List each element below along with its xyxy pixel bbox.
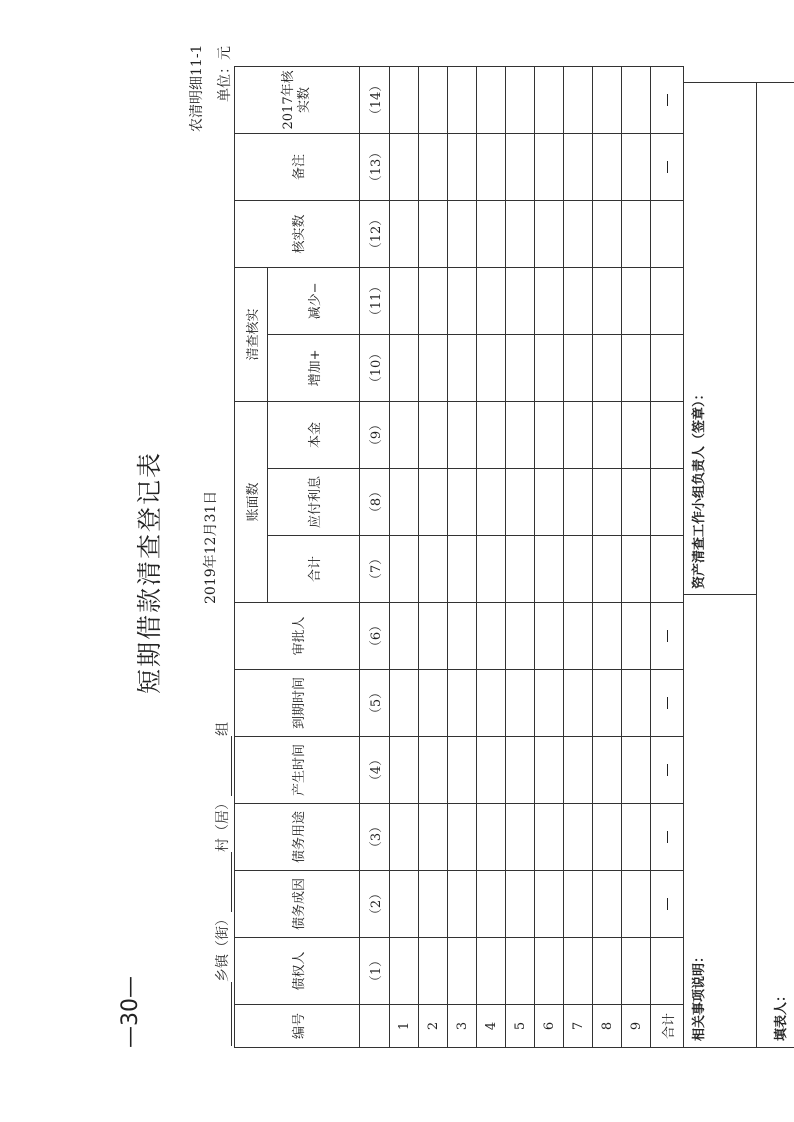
row-id: 9 [622, 1005, 651, 1048]
table-cell[interactable] [390, 670, 419, 737]
group-label: 组 [215, 722, 231, 736]
table-cell[interactable] [390, 737, 419, 804]
table-cell[interactable] [448, 737, 477, 804]
table-cell[interactable] [419, 871, 448, 938]
table-cell[interactable] [448, 133, 477, 200]
table-cell[interactable] [506, 133, 535, 200]
table-cell[interactable] [390, 200, 419, 267]
total-cell[interactable] [651, 603, 684, 670]
town-label: 乡镇（街） [215, 912, 231, 982]
table-cell[interactable] [419, 133, 448, 200]
table-cell[interactable] [419, 603, 448, 670]
header-remark: 备注 [235, 133, 360, 200]
table-cell[interactable] [622, 670, 651, 737]
column-number: （11） [360, 267, 390, 334]
table-cell[interactable] [564, 200, 593, 267]
column-number: （7） [360, 536, 390, 603]
table-row [448, 66, 477, 1047]
table-cell[interactable] [448, 670, 477, 737]
table-row [564, 66, 593, 1047]
total-row [651, 66, 684, 1047]
table-cell[interactable] [390, 603, 419, 670]
table-cell[interactable] [477, 871, 506, 938]
total-cell[interactable] [651, 133, 684, 200]
table-cell[interactable] [506, 267, 535, 334]
table-cell[interactable] [448, 66, 477, 133]
table-row [477, 66, 506, 1047]
table-cell[interactable] [390, 133, 419, 200]
table-cell[interactable] [622, 804, 651, 871]
table-cell[interactable] [506, 871, 535, 938]
table-cell[interactable] [593, 871, 622, 938]
table-cell[interactable] [419, 401, 448, 468]
table-cell[interactable] [506, 603, 535, 670]
header-check: 清查核实 [235, 267, 268, 401]
table-cell[interactable] [390, 267, 419, 334]
row-id: 5 [506, 1005, 535, 1048]
table-cell[interactable] [448, 603, 477, 670]
total-cell[interactable] [651, 737, 684, 804]
table-cell[interactable] [419, 66, 448, 133]
dash-mark [667, 161, 668, 173]
table-cell[interactable] [622, 469, 651, 536]
column-number: （14） [360, 66, 390, 133]
table-cell[interactable] [622, 133, 651, 200]
table-cell[interactable] [419, 469, 448, 536]
total-cell[interactable] [651, 871, 684, 938]
table-row [593, 66, 622, 1047]
column-number: （5） [360, 670, 390, 737]
table-cell[interactable] [535, 536, 564, 603]
header-book: 账面数 [235, 401, 268, 602]
table-cell[interactable] [448, 938, 477, 1005]
header-check-dec: 减少− [268, 267, 360, 334]
table-cell[interactable] [506, 334, 535, 401]
table-cell[interactable] [622, 200, 651, 267]
header-check-inc: 增加+ [268, 334, 360, 401]
header-due: 到期时间 [235, 670, 360, 737]
table-cell[interactable] [419, 938, 448, 1005]
table-cell[interactable] [564, 603, 593, 670]
header-2017: 2017年核实数 [235, 66, 360, 133]
table-cell[interactable] [622, 536, 651, 603]
table-cell[interactable] [506, 200, 535, 267]
table-cell[interactable] [535, 670, 564, 737]
table-cell[interactable] [390, 804, 419, 871]
table-cell[interactable] [477, 401, 506, 468]
table-cell[interactable] [506, 536, 535, 603]
table-cell[interactable] [535, 66, 564, 133]
header-cause: 债务成因 [235, 871, 360, 938]
table-cell[interactable] [506, 938, 535, 1005]
table-cell[interactable] [506, 66, 535, 133]
table-cell[interactable] [448, 334, 477, 401]
table-cell[interactable] [622, 267, 651, 334]
table-cell[interactable] [622, 603, 651, 670]
dash-mark [667, 764, 668, 776]
form-number: 农清明细11-1 [189, 44, 205, 132]
village-label: 村（居） [215, 796, 231, 852]
table-cell[interactable] [593, 133, 622, 200]
table-cell[interactable] [593, 469, 622, 536]
total-cell[interactable] [651, 200, 684, 267]
table-row [390, 66, 419, 1047]
table-cell[interactable] [419, 670, 448, 737]
table-cell[interactable] [506, 737, 535, 804]
table-cell[interactable] [564, 804, 593, 871]
table-cell[interactable] [564, 670, 593, 737]
table-cell[interactable] [535, 871, 564, 938]
table-cell[interactable] [390, 871, 419, 938]
table-row [535, 66, 564, 1047]
table-cell[interactable] [535, 133, 564, 200]
form-date: 2019年12月31日 [203, 490, 219, 604]
header-book-principal: 本金 [268, 401, 360, 468]
table-cell[interactable] [564, 66, 593, 133]
table-cell[interactable] [477, 804, 506, 871]
table-cell[interactable] [448, 469, 477, 536]
table-cell[interactable] [477, 536, 506, 603]
town-blank[interactable] [217, 982, 232, 1046]
table-cell[interactable] [593, 66, 622, 133]
table-cell[interactable] [390, 66, 419, 133]
table-cell[interactable] [448, 871, 477, 938]
total-cell[interactable] [651, 66, 684, 133]
column-number: （8） [360, 469, 390, 536]
village-blank[interactable] [217, 852, 232, 912]
table-cell[interactable] [448, 267, 477, 334]
table-cell[interactable] [390, 469, 419, 536]
table-cell[interactable] [535, 938, 564, 1005]
page-number: —30— [118, 976, 143, 1048]
colnum-blank [360, 1005, 390, 1048]
header-purpose: 债务用途 [235, 804, 360, 871]
dash-mark [667, 94, 668, 106]
total-cell[interactable] [651, 804, 684, 871]
column-number: （1） [360, 938, 390, 1005]
table-cell[interactable] [506, 401, 535, 468]
table-cell[interactable] [535, 401, 564, 468]
table-cell[interactable] [564, 536, 593, 603]
column-number: （6） [360, 603, 390, 670]
header-id: 编号 [235, 1005, 360, 1048]
form-footer [684, 82, 794, 1048]
table-cell[interactable] [535, 804, 564, 871]
row-id: 7 [564, 1005, 593, 1048]
header-book-total: 合计 [268, 536, 360, 603]
row-id: 3 [448, 1005, 477, 1048]
table-cell[interactable] [535, 737, 564, 804]
row-id: 2 [419, 1005, 448, 1048]
form-title: 短期借款清查登记表 [135, 450, 164, 694]
table-cell[interactable] [593, 804, 622, 871]
table-cell[interactable] [593, 603, 622, 670]
table-cell[interactable] [593, 267, 622, 334]
table-cell[interactable] [419, 267, 448, 334]
table-row [506, 66, 535, 1047]
table-cell[interactable] [419, 737, 448, 804]
column-number: （13） [360, 133, 390, 200]
table-cell[interactable] [564, 469, 593, 536]
table-cell[interactable] [448, 804, 477, 871]
total-cell[interactable] [651, 334, 684, 401]
table-cell[interactable] [419, 804, 448, 871]
header-approver: 审批人 [235, 603, 360, 670]
dash-mark [667, 630, 668, 642]
table-cell[interactable] [390, 334, 419, 401]
table-cell[interactable] [593, 536, 622, 603]
table-cell[interactable] [506, 670, 535, 737]
total-cell[interactable] [651, 267, 684, 334]
table-cell[interactable] [477, 66, 506, 133]
table-cell[interactable] [477, 737, 506, 804]
table-cell[interactable] [593, 737, 622, 804]
table-cell[interactable] [593, 401, 622, 468]
table-cell[interactable] [535, 200, 564, 267]
location-line [212, 722, 232, 1046]
dash-mark [667, 697, 668, 709]
total-cell[interactable] [651, 469, 684, 536]
table-cell[interactable] [506, 469, 535, 536]
filler-label: 填表人： [774, 988, 789, 1041]
table-cell[interactable] [535, 469, 564, 536]
header-verified: 核实数 [235, 200, 360, 267]
column-number: （4） [360, 737, 390, 804]
table-cell[interactable] [622, 401, 651, 468]
table-cell[interactable] [390, 401, 419, 468]
total-label: 合计 [651, 1005, 684, 1048]
table-cell[interactable] [477, 133, 506, 200]
table-cell[interactable] [564, 938, 593, 1005]
table-cell[interactable] [419, 200, 448, 267]
table-cell[interactable] [593, 938, 622, 1005]
table-cell[interactable] [448, 401, 477, 468]
table-cell[interactable] [390, 938, 419, 1005]
column-number: （10） [360, 334, 390, 401]
table-cell[interactable] [477, 200, 506, 267]
table-cell[interactable] [622, 737, 651, 804]
header-book-interest: 应付利息 [268, 469, 360, 536]
row-id: 8 [593, 1005, 622, 1048]
table-cell[interactable] [622, 66, 651, 133]
table-cell[interactable] [564, 267, 593, 334]
table-cell[interactable] [593, 334, 622, 401]
table-cell[interactable] [564, 401, 593, 468]
table-cell[interactable] [477, 334, 506, 401]
table-cell[interactable] [448, 536, 477, 603]
table-cell[interactable] [477, 603, 506, 670]
table-cell[interactable] [535, 267, 564, 334]
column-number: （3） [360, 804, 390, 871]
column-number: （2） [360, 871, 390, 938]
unit-label: 单位：元 [217, 46, 233, 102]
total-cell[interactable] [651, 670, 684, 737]
table-row [622, 66, 651, 1047]
table-cell[interactable] [535, 334, 564, 401]
header-creditor: 债权人 [235, 938, 360, 1005]
column-number: （9） [360, 401, 390, 468]
total-cell[interactable] [651, 401, 684, 468]
row-id: 1 [390, 1005, 419, 1048]
table-row [419, 66, 448, 1047]
table-cell[interactable] [564, 737, 593, 804]
table-cell[interactable] [390, 536, 419, 603]
dash-mark [667, 898, 668, 910]
table-cell[interactable] [622, 871, 651, 938]
table-cell[interactable] [564, 871, 593, 938]
table-cell[interactable] [419, 536, 448, 603]
column-number: （12） [360, 200, 390, 267]
leader-signature-label: 资产清查工作小组负责人（签章）： [692, 387, 707, 589]
table-cell[interactable] [593, 200, 622, 267]
table-cell[interactable] [419, 334, 448, 401]
total-cell[interactable] [651, 938, 684, 1005]
total-cell[interactable] [651, 536, 684, 603]
table-cell[interactable] [564, 334, 593, 401]
table-cell[interactable] [477, 938, 506, 1005]
column-number-row [360, 66, 390, 1047]
loan-table [234, 66, 684, 1048]
table-cell[interactable] [622, 334, 651, 401]
table-cell[interactable] [477, 469, 506, 536]
table-cell[interactable] [593, 670, 622, 737]
dash-mark [667, 831, 668, 843]
table-cell[interactable] [535, 603, 564, 670]
row-id: 4 [477, 1005, 506, 1048]
table-cell[interactable] [564, 133, 593, 200]
table-cell[interactable] [477, 670, 506, 737]
group-blank[interactable] [217, 736, 232, 796]
table-cell[interactable] [477, 267, 506, 334]
table-cell[interactable] [448, 200, 477, 267]
table-cell[interactable] [622, 938, 651, 1005]
header-start: 产生时间 [235, 737, 360, 804]
row-id: 6 [535, 1005, 564, 1048]
notes-label: 相关事项说明： [692, 949, 707, 1041]
table-cell[interactable] [506, 804, 535, 871]
